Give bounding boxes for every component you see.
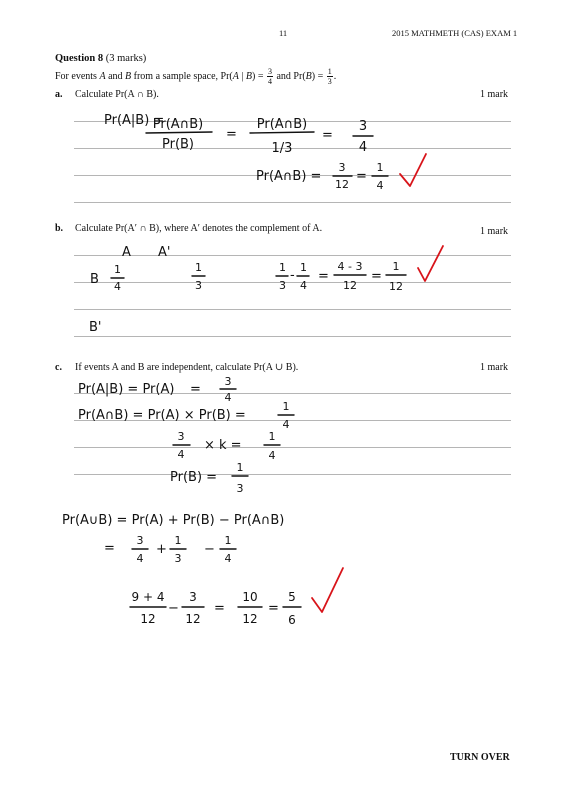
part-a-text: Calculate Pr(A ∩ B).	[75, 89, 159, 100]
hw-c-l1-num: 3	[224, 375, 232, 388]
hw-b-col-a-prime: A'	[158, 245, 171, 260]
hw-c-line5: Pr(A∪B) = Pr(A) + Pr(B) − Pr(A∩B)	[62, 513, 285, 528]
hw-c-l6c-num: 1	[224, 534, 232, 547]
hw-c-l3r-num: 1	[268, 430, 276, 443]
hw-c-l6a-num: 3	[136, 534, 144, 547]
hw-a-frac1-num: Pr(A∩B)	[152, 117, 204, 132]
hw-c-l6-minus: −	[204, 542, 215, 557]
intro-and: and	[108, 70, 123, 82]
hw-b-w3-num: 4 - 3	[337, 260, 363, 273]
hw-b-w2-den: 4	[300, 279, 307, 292]
hw-b-w1-num: 1	[279, 261, 286, 274]
hw-a-frac4-num: 3	[338, 161, 346, 174]
hw-b-row-b: B	[90, 272, 99, 287]
intro-bar: |	[238, 70, 246, 82]
hw-a-frac2-den: 1/3	[271, 141, 293, 156]
hw-b-w2-num: 1	[300, 261, 307, 274]
hw-c-l3r-den: 4	[268, 449, 276, 462]
intro-close: ) =	[252, 70, 264, 82]
hw-c-l6b-num: 1	[174, 534, 182, 547]
hw-c-line1: Pr(A|B) = Pr(A)	[78, 382, 175, 397]
hw-a-eq2: =	[322, 128, 333, 143]
hw-b-cell2-num: 1	[195, 261, 202, 274]
hw-c-line1-eq: =	[190, 382, 201, 397]
hw-c-l7b-num: 3	[189, 590, 197, 604]
hw-b-row-b-prime: B'	[89, 320, 102, 335]
hw-b-w3-den: 12	[343, 279, 357, 292]
intro-event-a: A	[99, 70, 106, 82]
hw-a-eq3: =	[356, 169, 367, 184]
part-b-marks: 1 mark	[480, 226, 509, 237]
intro-and-pr: and Pr(	[276, 70, 306, 82]
hw-b-col-a: A	[122, 245, 131, 260]
hw-a-frac5-num: 1	[376, 161, 384, 174]
hw-c-l3-times: × k =	[204, 438, 242, 453]
hw-b-eq1: =	[318, 269, 329, 284]
intro-event-b: B	[125, 70, 132, 82]
hw-c-l1-den: 4	[224, 391, 232, 404]
hw-a-frac5-den: 4	[376, 179, 384, 192]
intro-close2: ) =	[311, 70, 324, 82]
hw-c-l7b-den: 12	[185, 612, 201, 626]
hw-c-l6-eq: =	[104, 541, 115, 556]
hw-a-frac3-num: 3	[358, 119, 368, 134]
hw-b-eq2: =	[371, 269, 382, 284]
question-marks: (3 marks)	[105, 53, 147, 64]
part-c-text: If events A and B are independent, calculate Pr(A ∪ B).	[75, 362, 299, 373]
hw-b-w4-den: 12	[389, 280, 403, 293]
page-number: 11	[279, 28, 288, 38]
intro-b2: B	[305, 70, 312, 82]
intro-from: from a sample space, Pr(	[133, 70, 233, 82]
exam-title: 2015 MATHMETH (CAS) EXAM 1	[392, 28, 518, 38]
hw-c-l3-num: 3	[177, 430, 185, 443]
hw-b-cell1-num: 1	[114, 263, 121, 276]
tick-mark-icon	[312, 568, 343, 612]
hw-c-l7d-den: 6	[288, 613, 296, 627]
tick-mark-icon	[418, 246, 443, 281]
tick-mark-icon	[400, 154, 426, 186]
part-a-letter: a.	[55, 89, 63, 100]
question-title: Question 8	[55, 53, 104, 64]
hw-a-line2-lhs: Pr(A∩B) =	[256, 169, 322, 184]
hw-c-l6a-den: 4	[136, 552, 144, 565]
hw-c-l2-num: 1	[282, 400, 290, 413]
part-b-letter: b.	[55, 223, 64, 234]
hw-a-frac4-den: 12	[335, 178, 349, 191]
hw-c-l7a-den: 12	[140, 612, 156, 626]
hw-c-l7c-num: 10	[242, 590, 258, 604]
intro-given-b: B	[245, 70, 252, 82]
part-c-marks: 1 mark	[480, 362, 509, 373]
hw-a-frac2-bar	[250, 132, 314, 133]
hw-b-w1-den: 3	[279, 279, 286, 292]
hw-b-cell2-den: 3	[195, 279, 202, 292]
hw-a-eq1: =	[226, 127, 237, 142]
hw-c-l7c-den: 12	[242, 612, 258, 626]
hw-b-w4-num: 1	[392, 260, 400, 273]
part-a-marks: 1 mark	[480, 89, 509, 100]
intro-given-a: A	[232, 70, 239, 82]
hw-a-frac3-den: 4	[358, 140, 368, 155]
part-c-letter: c.	[55, 362, 62, 373]
hw-b-minus: -	[290, 268, 295, 283]
hw-c-l6-plus: +	[156, 542, 167, 557]
hw-c-l3-den: 4	[177, 448, 185, 461]
hw-a-frac1-den: Pr(B)	[161, 137, 195, 152]
turn-over: TURN OVER	[450, 752, 510, 763]
hw-c-l6b-den: 3	[174, 552, 182, 565]
fraction-one-third: $\frac{1}{3}$	[327, 67, 332, 86]
hw-c-l6c-den: 4	[224, 552, 232, 565]
intro-text-1: For events	[55, 70, 97, 82]
part-b-text: Calculate Pr(A′ ∩ B), where A′ denotes the complement of A.	[75, 223, 323, 234]
hw-b-cell1-den: 4	[114, 280, 121, 293]
hw-c-line2: Pr(A∩B) = Pr(A) × Pr(B) =	[78, 408, 246, 423]
hw-a-frac2-num: Pr(A∩B)	[256, 117, 308, 132]
hw-c-l4-num: 1	[236, 461, 244, 474]
hw-c-l7-eq: =	[214, 601, 225, 616]
hw-c-l7a-num: 9 + 4	[131, 590, 165, 604]
hw-a-line1-lhs: Pr(A|B) =	[104, 113, 165, 128]
hw-c-l4-den: 3	[236, 482, 244, 495]
intro-end: .	[333, 70, 337, 82]
fraction-three-quarters: $\frac{3}{4}$	[267, 67, 272, 86]
hw-c-l7-minus: −	[168, 601, 179, 616]
hw-c-l7d-num: 5	[288, 590, 296, 604]
hw-a-frac1-bar	[146, 132, 212, 133]
hw-c-l7-eq2: =	[268, 601, 279, 616]
hw-c-line4: Pr(B) =	[170, 470, 218, 485]
hw-c-l2-den: 4	[282, 418, 290, 431]
